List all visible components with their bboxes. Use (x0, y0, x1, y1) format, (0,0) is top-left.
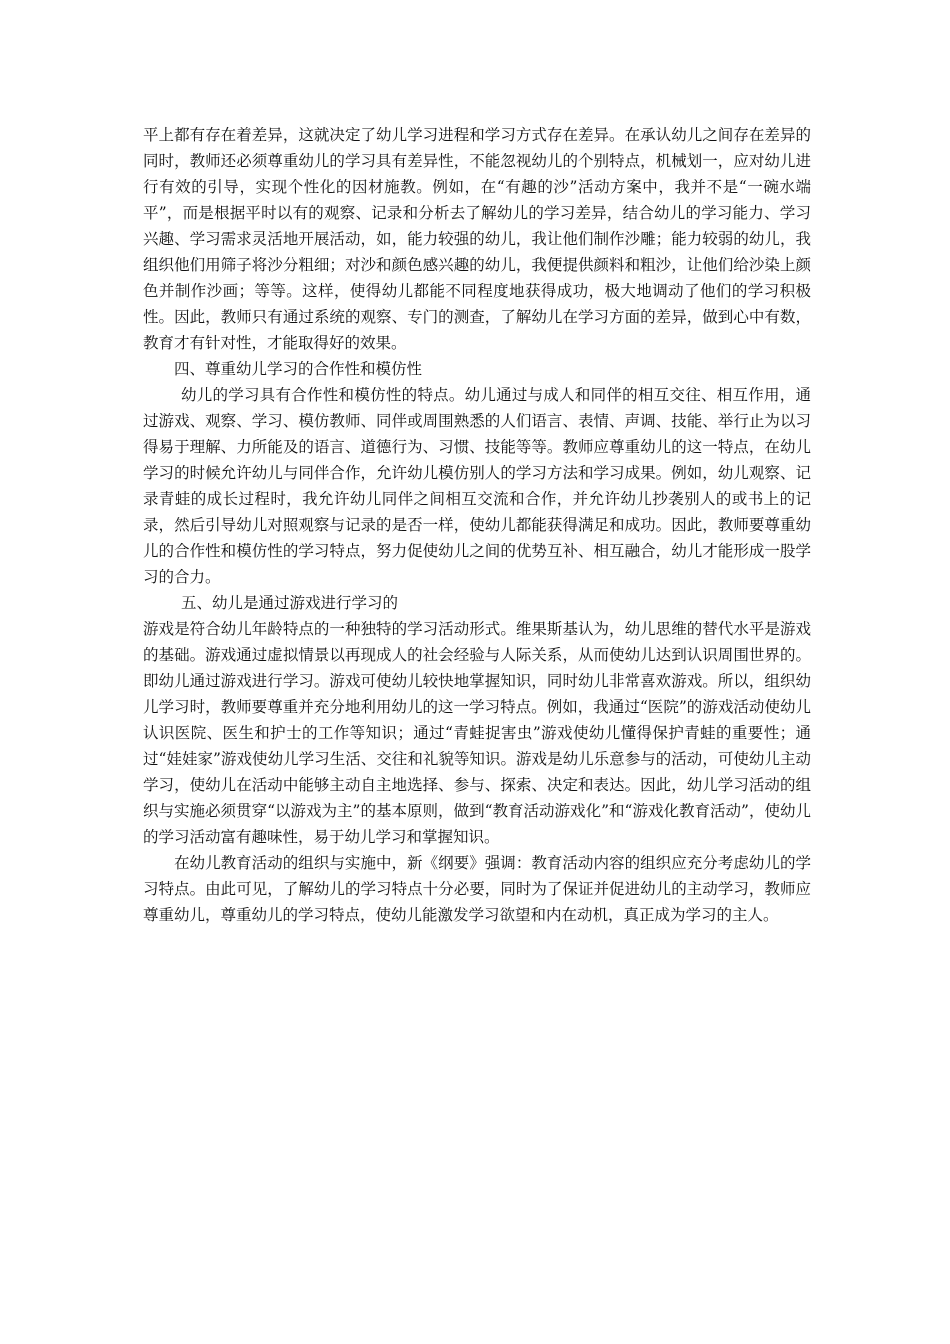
paragraph-cooperation-imitation: 幼儿的学习具有合作性和模仿性的特点。幼儿通过与成人和同伴的相互交往、相互作用，通过游戏、观察、学习、模仿教师、同伴或周围熟悉的人们语言、表情、声调、技能、举行止为以习得易于理解、力所能及的语言、道德行为、习惯、技能等等。教师应尊重幼儿的这一特点，在幼儿学习的时候允许幼儿与同伴合作，允许幼儿模仿别人的学习方法和学习成果。例如，幼儿观察、记录青蛙的成长过程时，我允许幼儿同伴之间相互交流和合作，并允许幼儿抄袭别人的或书上的记录，然后引导幼儿对照观察与记录的是否一样，使幼儿都能获得满足和成功。因此，教师要尊重幼儿的合作性和模仿性的学习特点，努力促使幼儿之间的优势互补、相互融合，幼儿才能形成一股学习的合力。 (143, 386, 811, 586)
section-heading-4: 四、尊重幼儿学习的合作性和模仿性 (174, 360, 423, 378)
paragraph-conclusion: 在幼儿教育活动的组织与实施中，新《纲要》强调：教育活动内容的组织应充分考虑幼儿的学习特点。由此可见，了解幼儿的学习特点十分必要，同时为了保证并促进幼儿的主动学习，教师应尊重幼儿，尊重幼儿的学习特点，使幼儿能激发学习欲望和内在动机，真正成为学习的主人。 (143, 854, 811, 924)
paragraph-learning-through-play: 游戏是符合幼儿年龄特点的一种独特的学习活动形式。维果斯基认为，幼儿思维的替代水平是游戏的基础。游戏通过虚拟情景以再现成人的社会经验与人际关系，从而使幼儿达到认识周围世界的。即幼儿通过游戏进行学习。游戏可使幼儿较快地掌握知识，同时幼儿非常喜欢游戏。所以，组织幼儿学习时，教师要尊重并充分地利用幼儿的这一学习特点。例如，我通过“医院”的游戏活动使幼儿认识医院、医生和护士的工作等知识；通过“青蛙捉害虫”游戏使幼儿懂得保护青蛙的重要性；通过“娃娃家”游戏使幼儿学习生活、交往和礼貌等知识。游戏是幼儿乐意参与的活动，可使幼儿主动学习，使幼儿在活动中能够主动自主地选择、参与、探索、决定和表达。因此，幼儿学习活动的组织与实施必须贯穿“以游戏为主”的基本原则，做到“教育活动游戏化”和“游戏化教育活动”，使幼儿的学习活动富有趣味性，易于幼儿学习和掌握知识。 (143, 620, 811, 846)
document-page (143, 122, 811, 928)
paragraph-differences-continued: 平上都有存在着差异，这就决定了幼儿学习进程和学习方式存在差异。在承认幼儿之间存在差异的同时，教师还必须尊重幼儿的学习具有差异性，不能忽视幼儿的个别特点，机械划一，应对幼儿进行有效的引导，实现个性化的因材施教。例如，在“有趣的沙”活动方案中，我并不是“一碗水端平”，而是根据平时以有的观察、记录和分析去了解幼儿的学习差异，结合幼儿的学习能力、学习兴趣、学习需求灵活地开展活动，如，能力较强的幼儿，我让他们制作沙雕；能力较弱的幼儿，我组织他们用筛子将沙分粗细；对沙和颜色感兴趣的幼儿，我便提供颜料和粗沙，让他们给沙染上颜色并制作沙画；等等。这样，使得幼儿都能不同程度地获得成功，极大地调动了他们的学习积极性。因此，教师只有通过系统的观察、专门的测查，了解幼儿在学习方面的差异，做到心中有数，教育才有针对性，才能取得好的效果。 (143, 126, 811, 352)
section-heading-5: 五、幼儿是通过游戏进行学习的 (181, 594, 399, 612)
